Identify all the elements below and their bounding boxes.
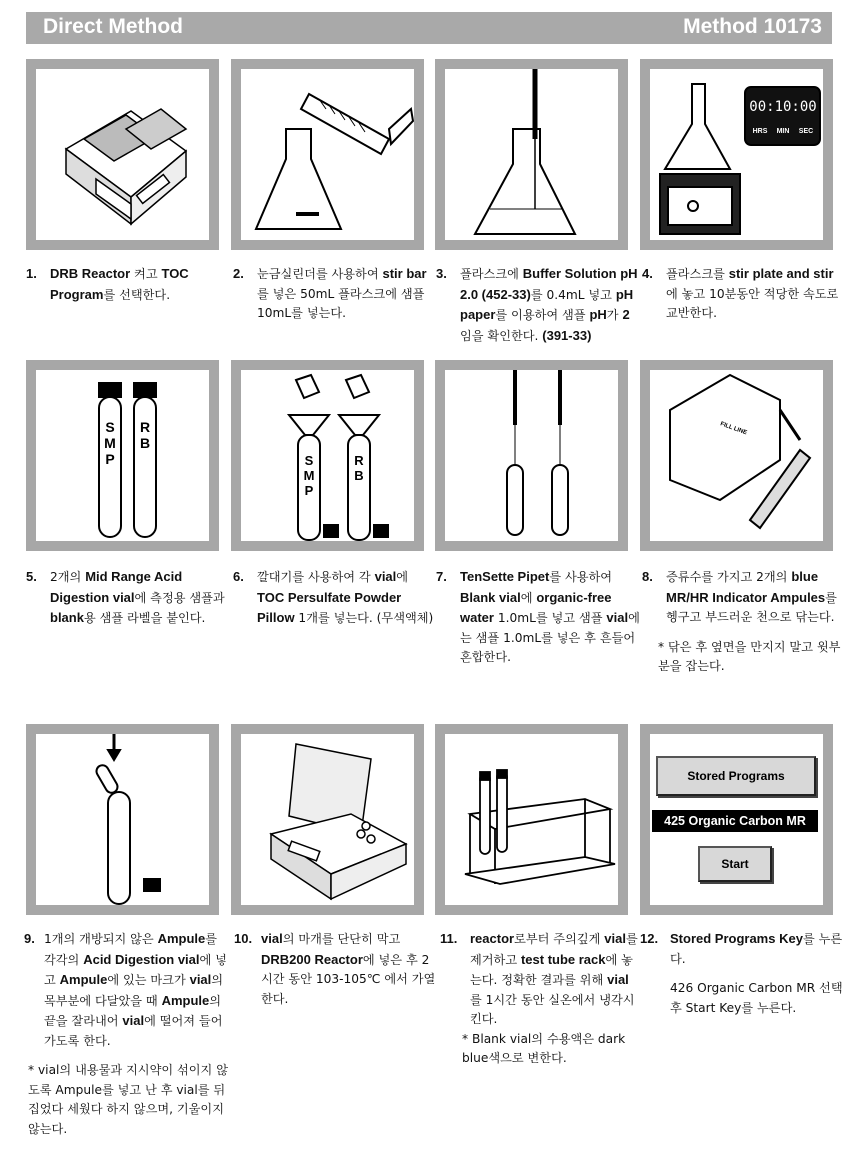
step-6-number: 6. xyxy=(233,569,244,584)
funnel-vial-label-m: M xyxy=(303,468,315,483)
panel-10 xyxy=(231,724,424,915)
step-10-text: vial의 마개를 단단히 막고 DRB200 Reactor에 넣은 후 2시간 동안 103-105℃ 에서 가열한다. xyxy=(261,931,436,1006)
step-12-number: 12. xyxy=(640,931,659,946)
step-5-number: 5. xyxy=(26,569,37,584)
panel-6 xyxy=(231,360,424,551)
step-11-text: reactor로부터 주의깊게 vial를 제거하고 test tube rack에 놓는다. 정확한 결과를 위해 vial를 1시간 동안 실온에서 냉각시킨다. xyxy=(470,931,638,1026)
vial-label-s: S xyxy=(105,419,115,435)
step-1-number: 1. xyxy=(26,266,37,281)
step-8-number: 8. xyxy=(642,569,653,584)
stir-plate-timer-icon xyxy=(650,69,823,240)
step-3 xyxy=(436,264,641,346)
panel-12 xyxy=(640,724,833,915)
labeled-vials-icon xyxy=(36,370,209,541)
panel-9 xyxy=(26,724,219,915)
step-11-number: 11. xyxy=(440,931,458,946)
step-6-text: 깔대기를 사용하여 각 vial에 TOC Persulfate Powder Pillow 1개를 넣는다. (무색액체) xyxy=(257,569,434,625)
step-10 xyxy=(234,929,439,1009)
selected-program[interactable]: 425 Organic Carbon MR xyxy=(652,810,818,832)
step-2-number: 2. xyxy=(233,266,244,281)
start-button[interactable]: Start xyxy=(698,846,772,882)
step-2-text: 눈금실린더를 사용하여 stir bar를 넣은 50mL 플라스크에 샘플 10mL를 넣는다. xyxy=(257,266,427,320)
instrument-screen-icon xyxy=(650,734,823,905)
step-8 xyxy=(642,567,847,677)
powder-funnel-icon xyxy=(241,370,414,541)
step-6 xyxy=(233,567,438,629)
fill-line-label: FILL LINE xyxy=(719,421,748,437)
funnel-vial-label-b: B xyxy=(354,468,364,483)
panel-5 xyxy=(26,360,219,551)
panel-4 xyxy=(640,59,833,250)
step-5 xyxy=(26,567,231,629)
step-9-note: * vial의 내용물과 지시약이 섞이지 않도록 Ampule를 넣고 난 후 vial를 뒤집었다 세웠다 하지 않으며, 기울이지 않는다. xyxy=(28,1063,228,1136)
vial-label-r: R xyxy=(139,419,151,435)
test-tube-rack-icon xyxy=(445,734,618,905)
step-12 xyxy=(640,929,852,1018)
step-11-note: * Blank vial의 수용액은 dark blue색으로 변한다. xyxy=(462,1031,626,1065)
header-left-title: Direct Method xyxy=(43,15,184,38)
step-7 xyxy=(436,567,641,668)
step-3-number: 3. xyxy=(436,266,447,281)
step-11 xyxy=(440,929,640,1069)
graduated-cylinder-icon xyxy=(241,69,414,240)
step-9-number: 9. xyxy=(24,931,35,946)
method-header xyxy=(26,12,832,44)
step-1 xyxy=(26,264,231,305)
step-8-note: * 닦은 후 옆면을 만지지 말고 윗부분을 잡는다. xyxy=(658,639,841,673)
wash-bottle-icon xyxy=(650,370,823,541)
step-4-text: 플라스크를 stir plate and stir에 놓고 10분동안 적당한 속도로 교반한다. xyxy=(666,266,839,320)
funnel-vial-label-r: R xyxy=(354,453,364,468)
panel-7 xyxy=(435,360,628,551)
vial-label-b: B xyxy=(139,435,151,451)
stored-programs-button[interactable]: Stored Programs xyxy=(656,756,816,796)
panel-1 xyxy=(26,59,219,250)
funnel-vial-label-p: P xyxy=(304,483,314,498)
drb200-reactor-icon xyxy=(241,734,414,905)
step-9 xyxy=(24,929,229,1139)
step-9-text: 1개의 개방되지 않은 Ampule를 각각의 Acid Digestion vial에 넣고 Ampule에 있는 마크가 vial의 목부분에 다달았을 때 Ampule의 끝을 잘라내어 vial에 떨어져 들어가도록 한다. xyxy=(44,931,227,1048)
panel-8 xyxy=(640,360,833,551)
step-4-number: 4. xyxy=(642,266,653,281)
step-1-text: DRB Reactor 켜고 TOC Program를 선택한다. xyxy=(50,266,189,302)
ampule-insert-icon xyxy=(36,734,209,905)
drb-reactor-icon xyxy=(36,69,209,240)
step-7-number: 7. xyxy=(436,569,447,584)
step-5-text: 2개의 Mid Range Acid Digestion vial에 측정용 샘플과 blank용 샘플 라벨을 붙인다. xyxy=(50,569,225,625)
timer-sec: SEC xyxy=(798,128,814,135)
header-method-number: Method 10173 xyxy=(683,15,822,38)
step-8-text: 증류수를 가지고 2개의 blue MR/HR Indicator Ampules를 헹구고 부드러운 천으로 닦는다. xyxy=(666,569,837,624)
step-4 xyxy=(642,264,842,324)
step-2 xyxy=(233,264,438,324)
step-3-text: 플라스크에 Buffer Solution pH 2.0 (452-33)를 0.4mL 넣고 pH paper를 이용하여 샘플 pH가 2임을 확인한다. (391-33) xyxy=(460,266,638,343)
step-12-note: 426 Organic Carbon MR 선택 후 Start Key를 누른다. xyxy=(670,981,843,1015)
pipet-vials-icon xyxy=(445,370,618,541)
funnel-vial-label-s: S xyxy=(304,453,314,468)
panel-2 xyxy=(231,59,424,250)
timer-min: MIN xyxy=(776,128,790,135)
panel-11 xyxy=(435,724,628,915)
timer-display: 00:10:00 xyxy=(749,99,817,115)
flask-pipet-icon xyxy=(445,69,618,240)
panel-3 xyxy=(435,59,628,250)
timer-hrs: HRS xyxy=(752,128,768,135)
vial-label-m: M xyxy=(104,435,116,451)
step-12-text: Stored Programs Key를 누른다. xyxy=(670,931,843,966)
vial-label-p: P xyxy=(105,451,115,467)
step-7-text: TenSette Pipet를 사용하여 Blank vial에 organic-free water 1.0mL를 넣고 샘플 vial에는 샘플 1.0mL를 넣은 후 흔들어 혼합한다. xyxy=(460,569,640,664)
step-10-number: 10. xyxy=(234,931,253,946)
